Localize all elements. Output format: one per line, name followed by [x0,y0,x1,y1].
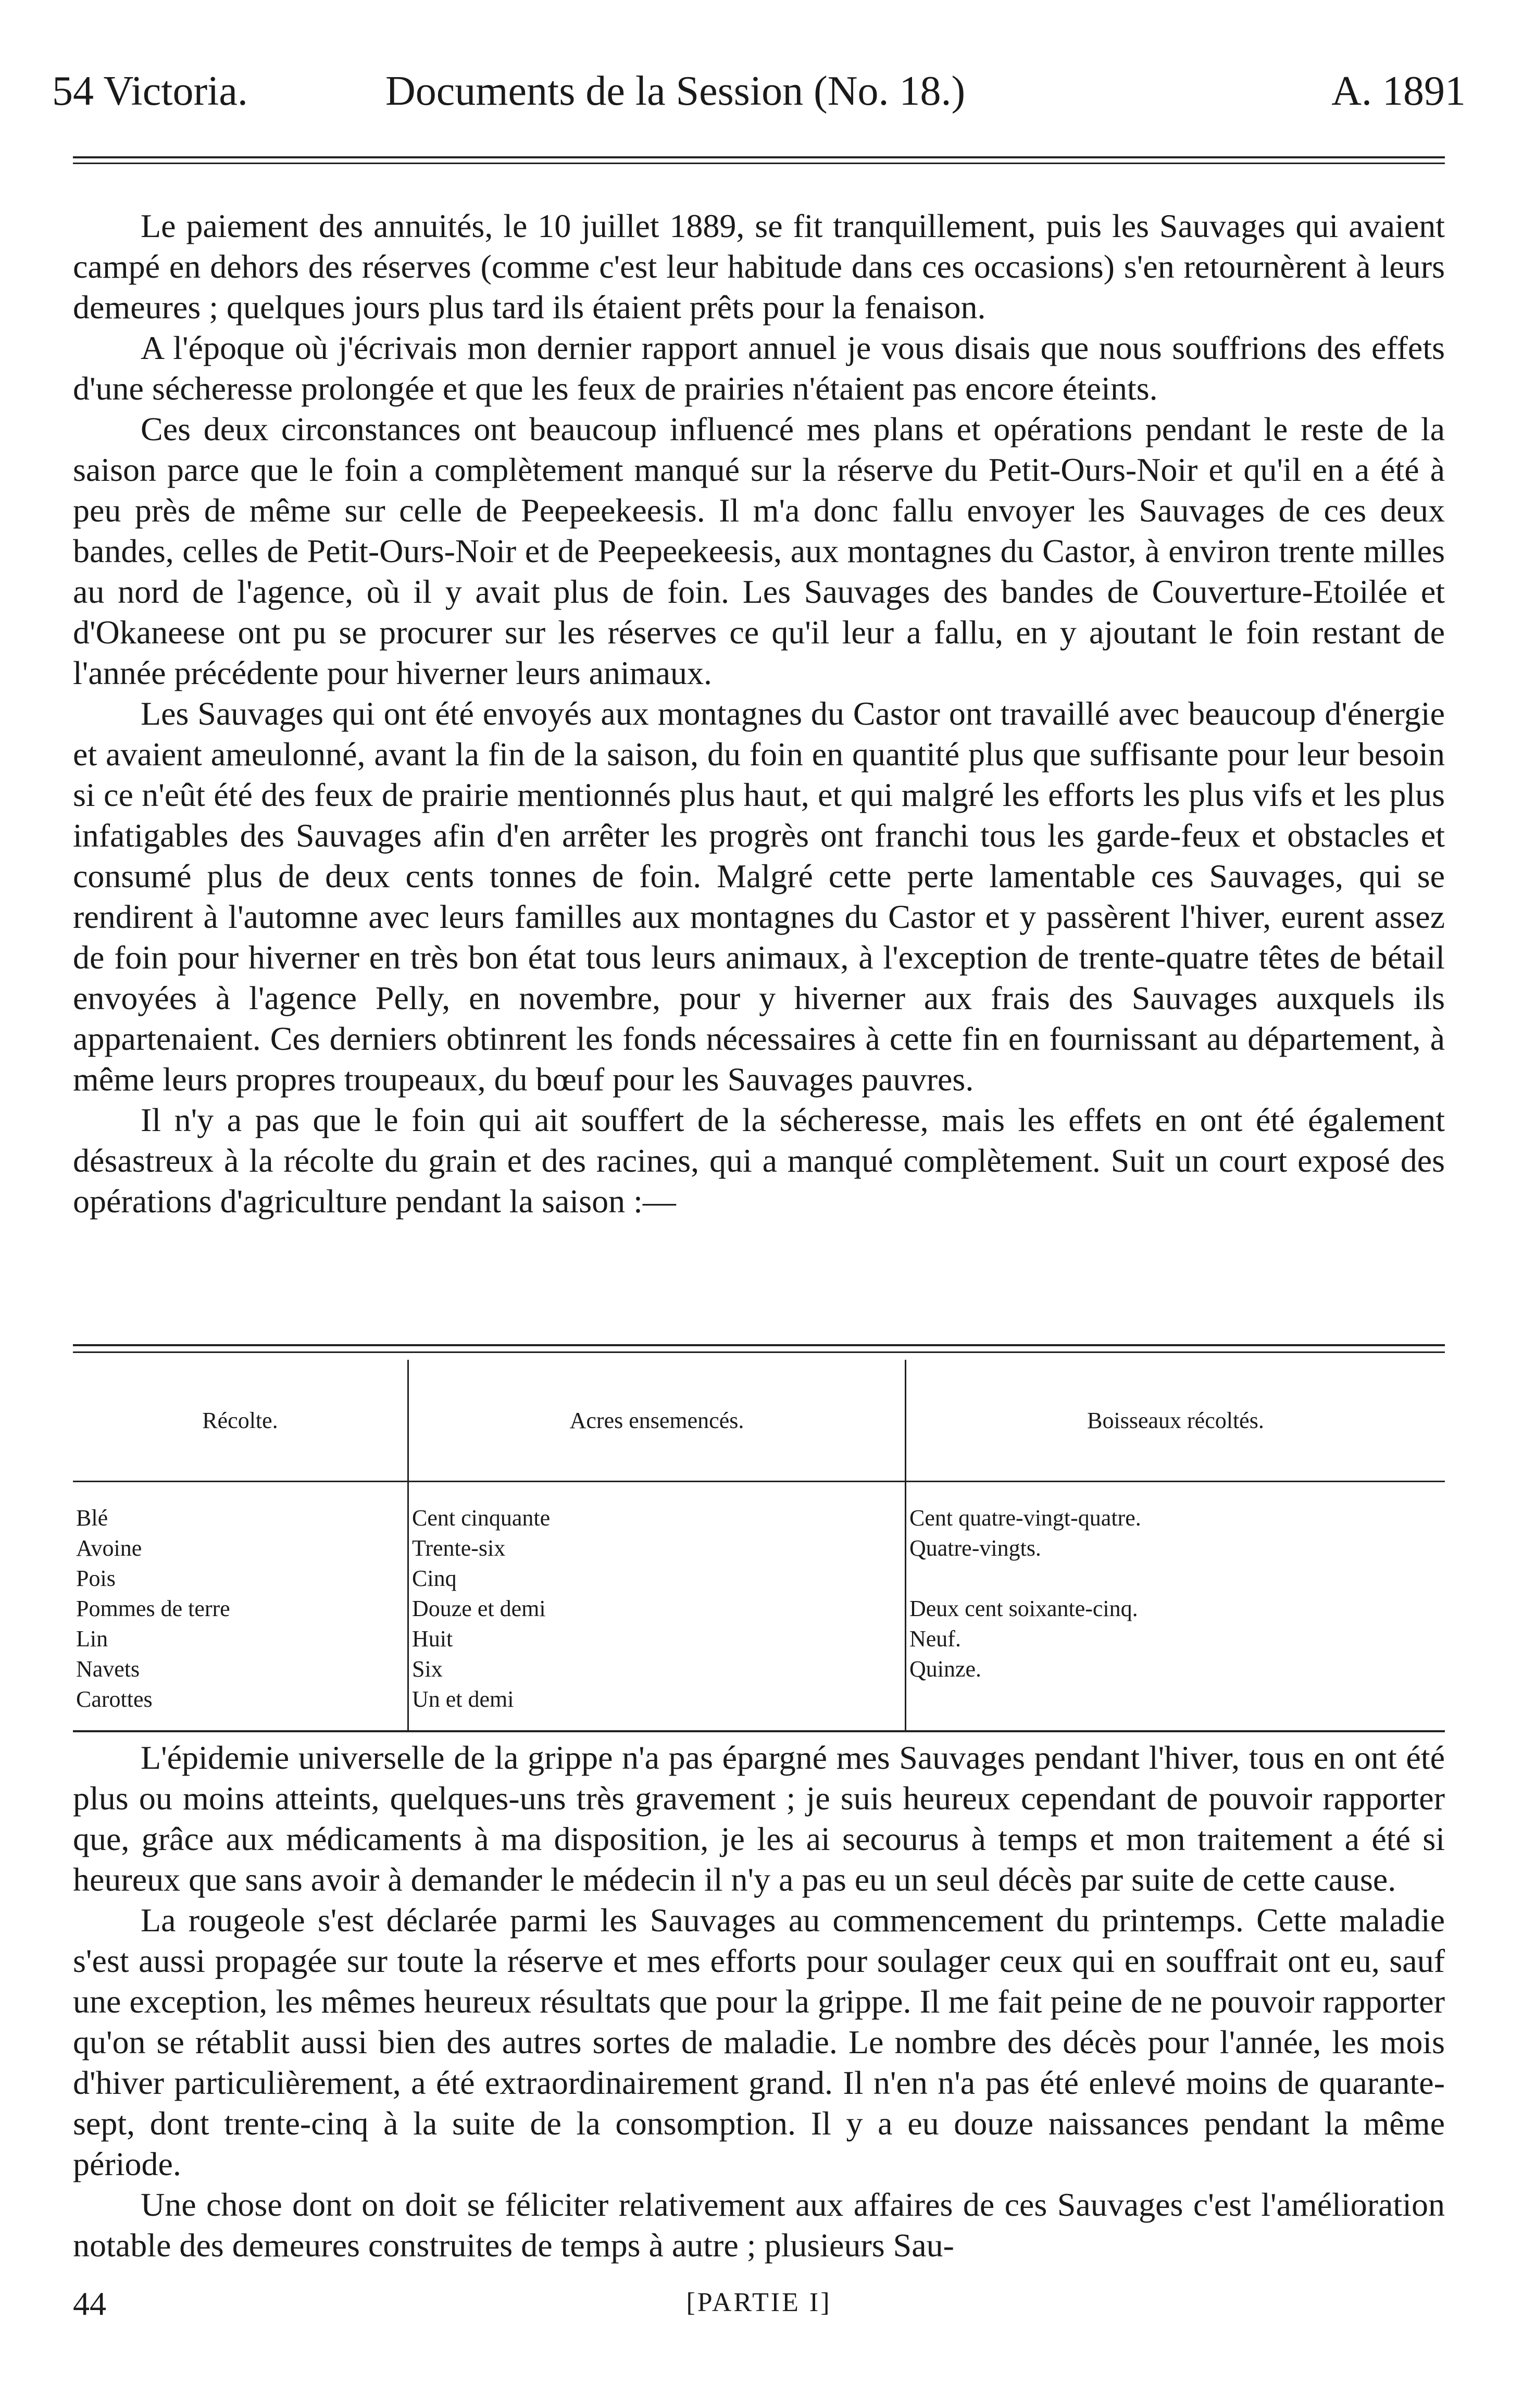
table-row [73,1594,1445,1624]
paragraph: La rougeole s'est déclarée parmi les Sauvages au commencement du printemps. Cette maladie s'est aussi propagée sur toute la réserve et mes efforts pour soulager ceux qui en souffrait ont eu, sauf une exception, les mêmes heureux résultats que pour la grippe. Il me fait peine de ne pouvoir rapporter qu'on se rétablit aussi bien des autres sortes de maladie. Le nombre des décès pour l'année, les mois d'hiver particulièrement, a été extraordinairement grand. Il n'en n'a pas été enlevé moins de quarante-sept, dont trente-cinq à la suite de la consomption. Il y a eu douze naissances pendant la même période. [73,1902,1445,2182]
acres-cell: Cent cinquante [408,1482,906,1534]
part-label: [PARTIE I] [686,2288,832,2317]
table-top-rule [73,1344,1445,1346]
body-text-bottom [73,1737,1445,2266]
bushels-cell: Deux cent soixante-cinq. [906,1594,1445,1624]
table-row [73,1563,1445,1594]
body-text-top [73,206,1445,1222]
column-header-crop: Récolte. [73,1360,408,1482]
header-rule-thin [73,163,1445,164]
crop-table [73,1360,1445,1732]
acres-cell: Trente-six [408,1533,906,1563]
table-row [73,1482,1445,1534]
bushels-cell [906,1684,1445,1731]
header-volume: 54 Victoria. [52,68,248,114]
paragraph: L'épidemie universelle de la grippe n'a pas épargné mes Sauvages pendant l'hiver, tous en ont été plus ou moins atteints, quelques-uns très gravement ; je suis heureux cependant de pouvoir rapporter que, grâce aux médicaments à ma disposition, je les ai secourus à temps et mon traitement a été si heureux que sans avoir à demander le médecin il n'y a pas eu un seul décès par suite de cette cause. [73,1739,1445,1898]
acres-cell: Cinq [408,1563,906,1594]
bushels-cell [906,1563,1445,1594]
column-header-bushels: Boisseaux récoltés. [906,1360,1445,1482]
header-title: Documents de la Session (No. 18.) [385,68,966,114]
bushels-cell: Quatre-vingts. [906,1533,1445,1563]
crop-cell: Avoine [76,1535,142,1561]
table-row [73,1624,1445,1654]
acres-cell: Huit [408,1624,906,1654]
crop-cell: Lin [76,1626,108,1652]
crop-cell: Pois [76,1566,116,1591]
paragraph: Une chose dont on doit se féliciter relativement aux affaires de ces Sauvages c'est l'amélioration notable des demeures construites de temps à autre ; plusieurs Sau- [73,2186,1445,2264]
bushels-cell: Cent quatre-vingt-quatre. [906,1482,1445,1534]
table-row [73,1654,1445,1684]
header-rule [73,156,1445,158]
paragraph: Le paiement des annuités, le 10 juillet 1889, se fit tranquillement, puis les Sauvages qui avaient campé en dehors des réserves (comme c'est leur habitude dans ces occasions) s'en retournèrent à leurs demeures ; quelques jours plus tard ils étaient prêts pour la fenaison. [73,207,1445,326]
bushels-cell: Neuf. [906,1624,1445,1654]
crop-cell: Blé [76,1505,108,1531]
page-header [52,68,1466,125]
table-header-row [73,1360,1445,1482]
acres-cell: Douze et demi [408,1594,906,1624]
crop-cell: Navets [76,1656,140,1682]
table-top-rule-thin [73,1351,1445,1353]
crop-cell: Pommes de terre [76,1596,230,1621]
crop-cell: Carottes [73,1684,408,1731]
paragraph: Les Sauvages qui ont été envoyés aux montagnes du Castor ont travaillé avec beaucoup d'énergie et avaient ameulonné, avant la fin de la saison, du foin en quantité plus que suffisante pour leur besoin si ce n'eût été des feux de prairie mentionnés plus haut, et qui malgré les efforts les plus vifs et les plus infatigables des Sauvages afin d'en arrêter les progrès ont franchi tous les garde-feux et obstacles et consumé plus de deux cents tonnes de foin. Malgré cette perte lamentable ces Sauvages, qui se rendirent à l'automne avec leurs familles aux montagnes du Castor et y passèrent l'hiver, eurent assez de foin pour hiverner en très bon état tous leurs animaux, à l'exception de trente-quatre têtes de bétail envoyées à l'agence Pelly, en novembre, pour y hiverner aux frais des Sauvages auxquels ils appartenaient. Ces derniers obtinrent les fonds nécessaires à cette fin en fournissant au département, à même leurs propres troupeaux, du bœuf pour les Sauvages pauvres. [73,695,1445,1098]
table-row [73,1684,1445,1731]
paragraph: Il n'y a pas que le foin qui ait souffert de la sécheresse, mais les effets en ont été également désastreux à la récolte du grain et des racines, qui a manqué complètement. Suit un court exposé des opérations d'agriculture pendant la saison :— [73,1101,1445,1220]
column-header-acres: Acres ensemencés. [408,1360,906,1482]
acres-cell: Un et demi [408,1684,906,1731]
acres-cell: Six [408,1654,906,1684]
paragraph: Ces deux circonstances ont beaucoup influencé mes plans et opérations pendant le reste de la saison parce que le foin a complètement manqué sur la réserve du Petit-Ours-Noir et qu'il en a été à peu près de même sur celle de Peepeekeesis. Il m'a donc fallu envoyer les Sauvages de ces deux bandes, celles de Petit-Ours-Noir et de Peepeekeesis, aux montagnes du Castor, à environ trente milles au nord de l'agence, où il y avait plus de foin. Les Sauvages des bandes de Couverture-Etoilée et d'Okaneese ont pu se procurer sur les réserves ce qu'il leur a fallu, en y ajoutant le foin restant de l'année précédente pour hiverner leurs animaux. [73,411,1445,691]
page-number: 44 [73,2285,106,2322]
paragraph: A l'époque où j'écrivais mon dernier rapport annuel je vous disais que nous souffrions des effets d'une sécheresse prolongée et que les feux de prairies n'étaient pas encore éteints. [73,329,1445,407]
bushels-cell: Quinze. [906,1654,1445,1684]
table-row [73,1533,1445,1563]
header-year: A. 1891 [1331,68,1466,114]
